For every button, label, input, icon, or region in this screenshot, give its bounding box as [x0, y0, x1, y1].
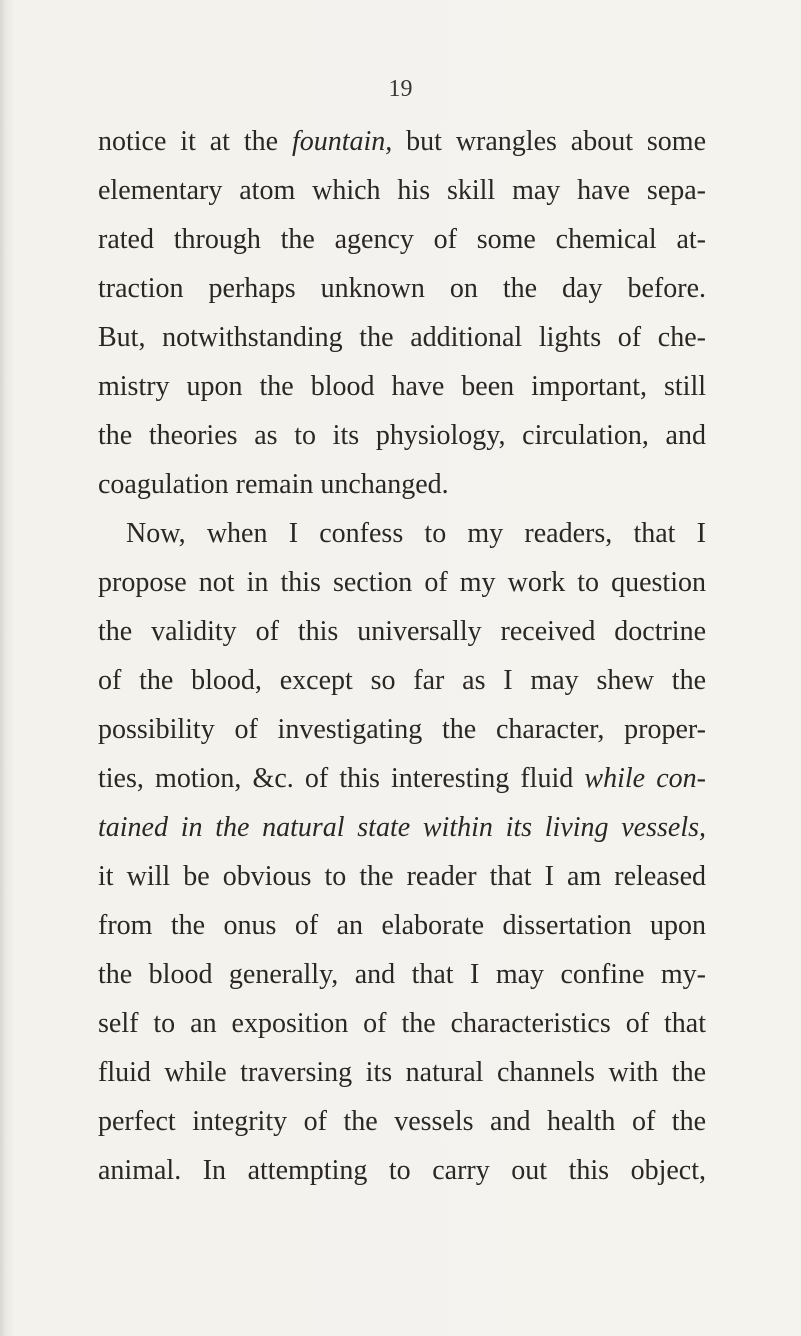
text-line	[98, 411, 706, 460]
text-line	[98, 509, 706, 558]
text-line	[98, 313, 706, 362]
text-line	[98, 460, 706, 509]
text-line	[98, 362, 706, 411]
text-span: propose not in this section of my work to question	[98, 567, 706, 598]
text-span: coagulation remain unchanged.	[98, 469, 449, 500]
text-line	[98, 558, 706, 607]
text-line	[98, 607, 706, 656]
text-span: Now, when I confess to my readers, that I	[126, 518, 706, 549]
text-line	[98, 999, 706, 1048]
text-span: possibility of investigating the character, proper-	[98, 714, 706, 745]
text-span: traction perhaps unknown on the day before.	[98, 273, 706, 304]
text-line	[98, 117, 706, 166]
text-line	[98, 705, 706, 754]
text-line	[98, 1146, 706, 1195]
italic-text: while con-	[584, 763, 706, 794]
text-line	[98, 166, 706, 215]
text-line	[98, 656, 706, 705]
text-span: But, notwithstanding the additional lights of che-	[98, 322, 706, 353]
text-line	[98, 1097, 706, 1146]
text-span: notice it at the	[98, 126, 292, 157]
text-span: it will be obvious to the reader that I am released	[98, 861, 706, 892]
text-span: from the onus of an elaborate dissertation upon	[98, 910, 706, 941]
text-span: animal. In attempting to carry out this object,	[98, 1155, 706, 1186]
text-span: the blood generally, and that I may confine my-	[98, 959, 706, 990]
text-line	[98, 1048, 706, 1097]
text-span: elementary atom which his skill may have sepa-	[98, 175, 706, 206]
text-line	[98, 754, 706, 803]
text-line	[98, 950, 706, 999]
page-number: 19	[388, 76, 413, 102]
text-line	[98, 852, 706, 901]
text-line	[98, 215, 706, 264]
text-span: self to an exposition of the characteristics of that	[98, 1008, 706, 1039]
text-span: rated through the agency of some chemical at-	[98, 224, 706, 255]
italic-text: tained in the natural state within its living vessels,	[98, 812, 706, 843]
text-span: fluid while traversing its natural channels with the	[98, 1057, 706, 1088]
text-span: perfect integrity of the vessels and health of the	[98, 1106, 706, 1137]
text-span: ties, motion, &c. of this interesting fluid	[98, 763, 585, 794]
text-span: but wrangles about some	[392, 126, 706, 157]
italic-text: fountain,	[291, 126, 393, 157]
text-line	[98, 901, 706, 950]
text-line	[98, 264, 706, 313]
text-span: of the blood, except so far as I may shew the	[98, 665, 706, 696]
text-span: the theories as to its physiology, circulation, and	[98, 420, 706, 451]
text-line	[98, 803, 706, 852]
text-span: the validity of this universally received doctrine	[98, 616, 706, 647]
body-text	[98, 117, 706, 1195]
text-span: mistry upon the blood have been important, still	[98, 371, 706, 402]
